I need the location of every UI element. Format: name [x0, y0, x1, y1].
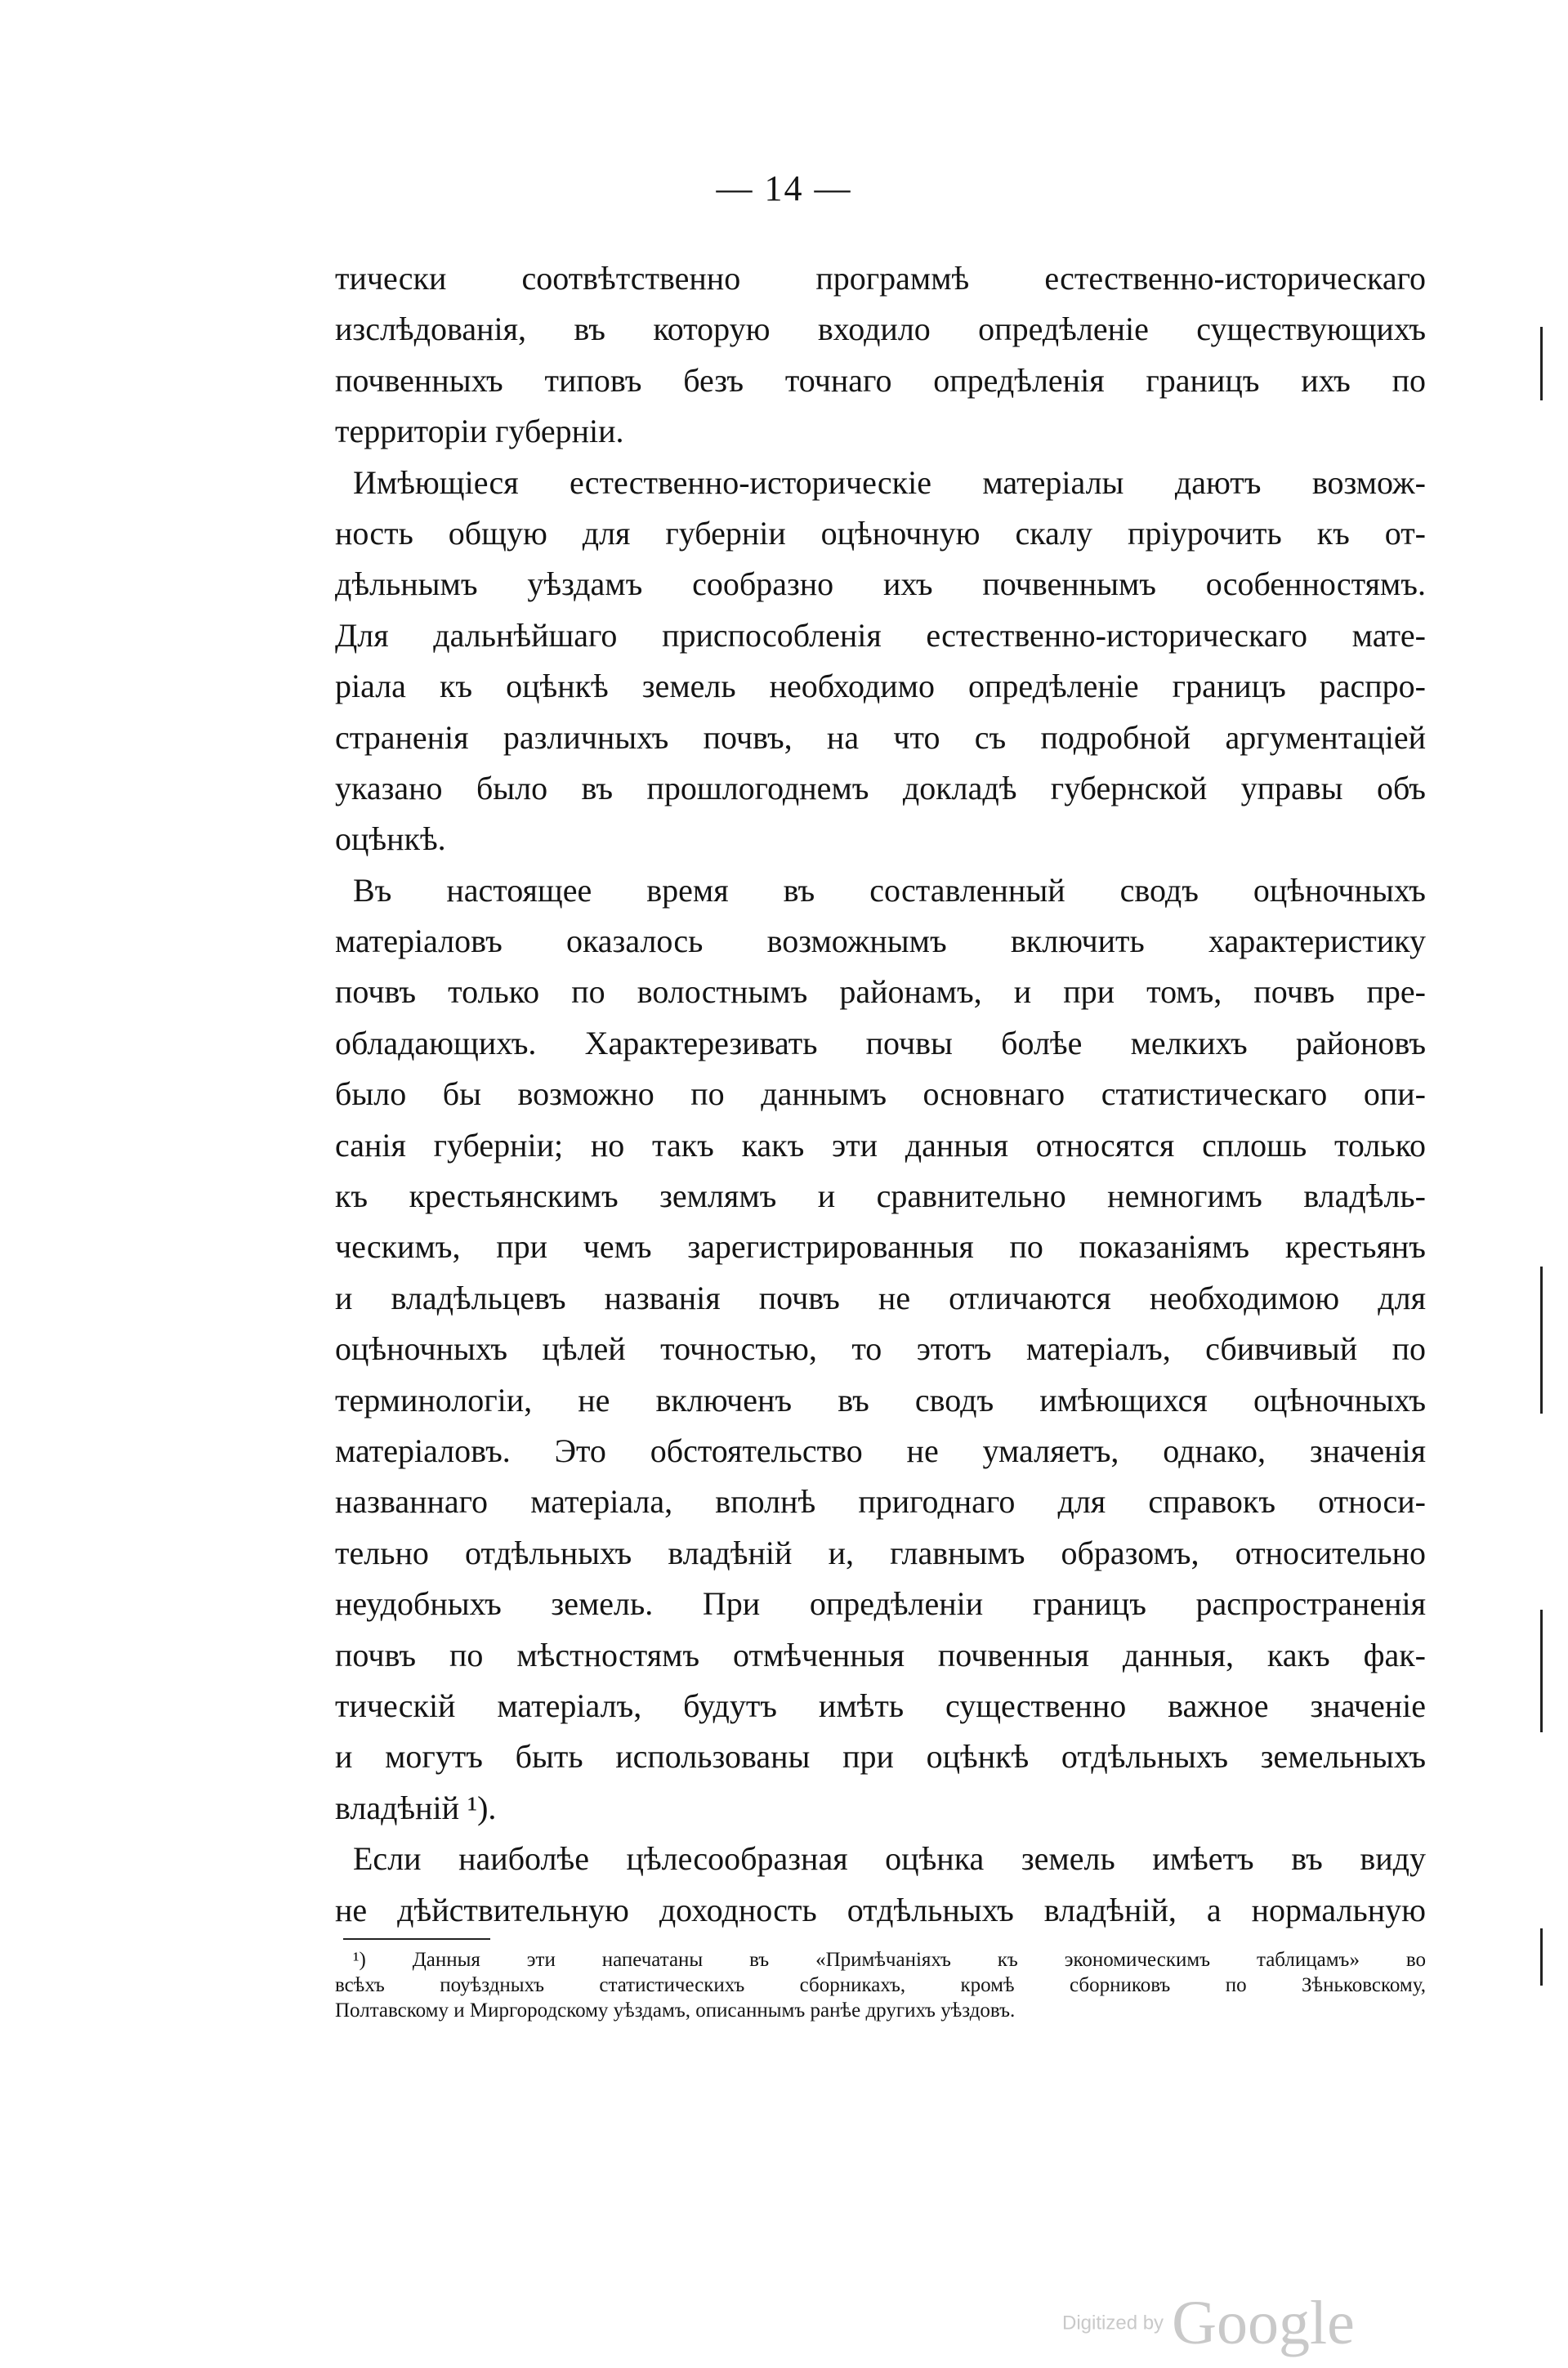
text-line: было бы возможно по даннымъ основнаго статистическаго опи-: [335, 1075, 1426, 1113]
text-line: матеріаловъ оказалось возможнымъ включить характеристику: [335, 923, 1426, 960]
paragraph: [335, 865, 1426, 1834]
text-line: тическій матеріалъ, будутъ имѣть существенно важное значеніе: [335, 1687, 1426, 1724]
text-line: санія губерніи; но такъ какъ эти данныя относятся сплошь только: [335, 1126, 1426, 1164]
text-line: ріала къ оцѣнкѣ земель необходимо опредѣленіе границъ распро-: [335, 668, 1426, 705]
digitized-by-google-watermark: [1062, 2288, 1355, 2359]
scan-edge-mark: [1540, 1928, 1543, 1986]
text-line: и могутъ быть использованы при оцѣнкѣ отдѣльныхъ земельныхъ: [335, 1738, 1426, 1776]
text-line: почвъ только по волостнымъ районамъ, и при томъ, почвъ пре-: [335, 973, 1426, 1011]
footnote-separator: [343, 1938, 490, 1940]
watermark-prefix: Digitized by: [1062, 2312, 1164, 2334]
paragraph: [335, 458, 1426, 865]
text-line: терминологіи, не включенъ въ сводъ имѣющихся оцѣночныхъ: [335, 1381, 1426, 1419]
paragraph: [335, 253, 1426, 458]
footnote: [335, 1947, 1426, 2023]
text-line: дѣльнымъ уѣздамъ сообразно ихъ почвеннымъ особенностямъ.: [335, 565, 1426, 603]
text-line: Для дальнѣйшаго приспособленія естественно-историческаго мате-: [335, 616, 1426, 654]
text-line: неудобныхъ земель. При опредѣленіи границъ распространенія: [335, 1585, 1426, 1623]
text-line: указано было въ прошлогоднемъ докладѣ губернской управы объ: [335, 769, 1426, 806]
text-line: ность общую для губерніи оцѣночную скалу пріурочить къ от-: [335, 514, 1426, 552]
text-line: изслѣдованія, въ которую входило опредѣленіе существующихъ: [335, 311, 1426, 348]
page-number: — 14 —: [716, 168, 852, 208]
text-line: оцѣночныхъ цѣлей точностью, то этотъ матеріалъ, сбивчивый по: [335, 1330, 1426, 1368]
text-line: Если наиболѣе цѣлесообразная оцѣнка земель имѣетъ въ виду: [353, 1840, 1426, 1878]
text-line: и владѣльцевъ названія почвъ не отличаются необходимою для: [335, 1279, 1426, 1316]
body-text: [335, 253, 1426, 1936]
text-line: Имѣющіеся естественно-историческіе матеріалы даютъ возмож-: [353, 463, 1426, 501]
paragraph: [335, 1834, 1426, 1936]
text-line: владѣній ¹).: [335, 1789, 497, 1826]
text-line: почвенныхъ типовъ безъ точнаго опредѣленія границъ ихъ по: [335, 361, 1426, 399]
text-line: къ крестьянскимъ землямъ и сравнительно немногимъ владѣль-: [335, 1177, 1426, 1215]
text-line: территоріи губерніи.: [335, 413, 624, 450]
footnote-line: всѣхъ поуѣздныхъ статистическихъ сборникахъ, кромѣ сборниковъ по Зѣньковскому,: [335, 1974, 1426, 1996]
scan-edge-mark: [1540, 1610, 1543, 1732]
text-line: не дѣйствительную доходность отдѣльныхъ владѣній, а нормальную: [335, 1891, 1426, 1928]
text-line: Въ настоящее время въ составленный сводъ оцѣночныхъ: [353, 871, 1426, 909]
text-line: оцѣнкѣ.: [335, 820, 446, 858]
scan-edge-mark: [1540, 1267, 1543, 1414]
text-line: названнаго матеріала, вполнѣ пригоднаго для справокъ относи-: [335, 1483, 1426, 1521]
text-line: тически соотвѣтственно программѣ естественно-историческаго: [335, 260, 1426, 297]
text-line: ческимъ, при чемъ зарегистрированныя по показаніямъ крестьянъ: [335, 1228, 1426, 1266]
footnote-line: Полтавскому и Миргородскому уѣздамъ, описаннымъ ранѣе другихъ уѣздовъ.: [335, 1999, 1016, 2022]
text-line: почвъ по мѣстностямъ отмѣченныя почвенныя данныя, какъ фак-: [335, 1636, 1426, 1673]
text-line: матеріаловъ. Это обстоятельство не умаляетъ, однако, значенія: [335, 1432, 1426, 1469]
text-line: обладающихъ. Характерезивать почвы болѣе мелкихъ районовъ: [335, 1024, 1426, 1061]
footnote-line: ¹) Данныя эти напечатаны въ «Примѣчаніяхъ къ экономическимъ таблицамъ» во: [353, 1949, 1426, 1971]
watermark-brand: Google: [1172, 2289, 1355, 2357]
text-line: тельно отдѣльныхъ владѣній и, главнымъ образомъ, относительно: [335, 1534, 1426, 1571]
scan-edge-mark: [1540, 327, 1543, 400]
text-line: страненія различныхъ почвъ, на что съ подробной аргументаціей: [335, 718, 1426, 756]
